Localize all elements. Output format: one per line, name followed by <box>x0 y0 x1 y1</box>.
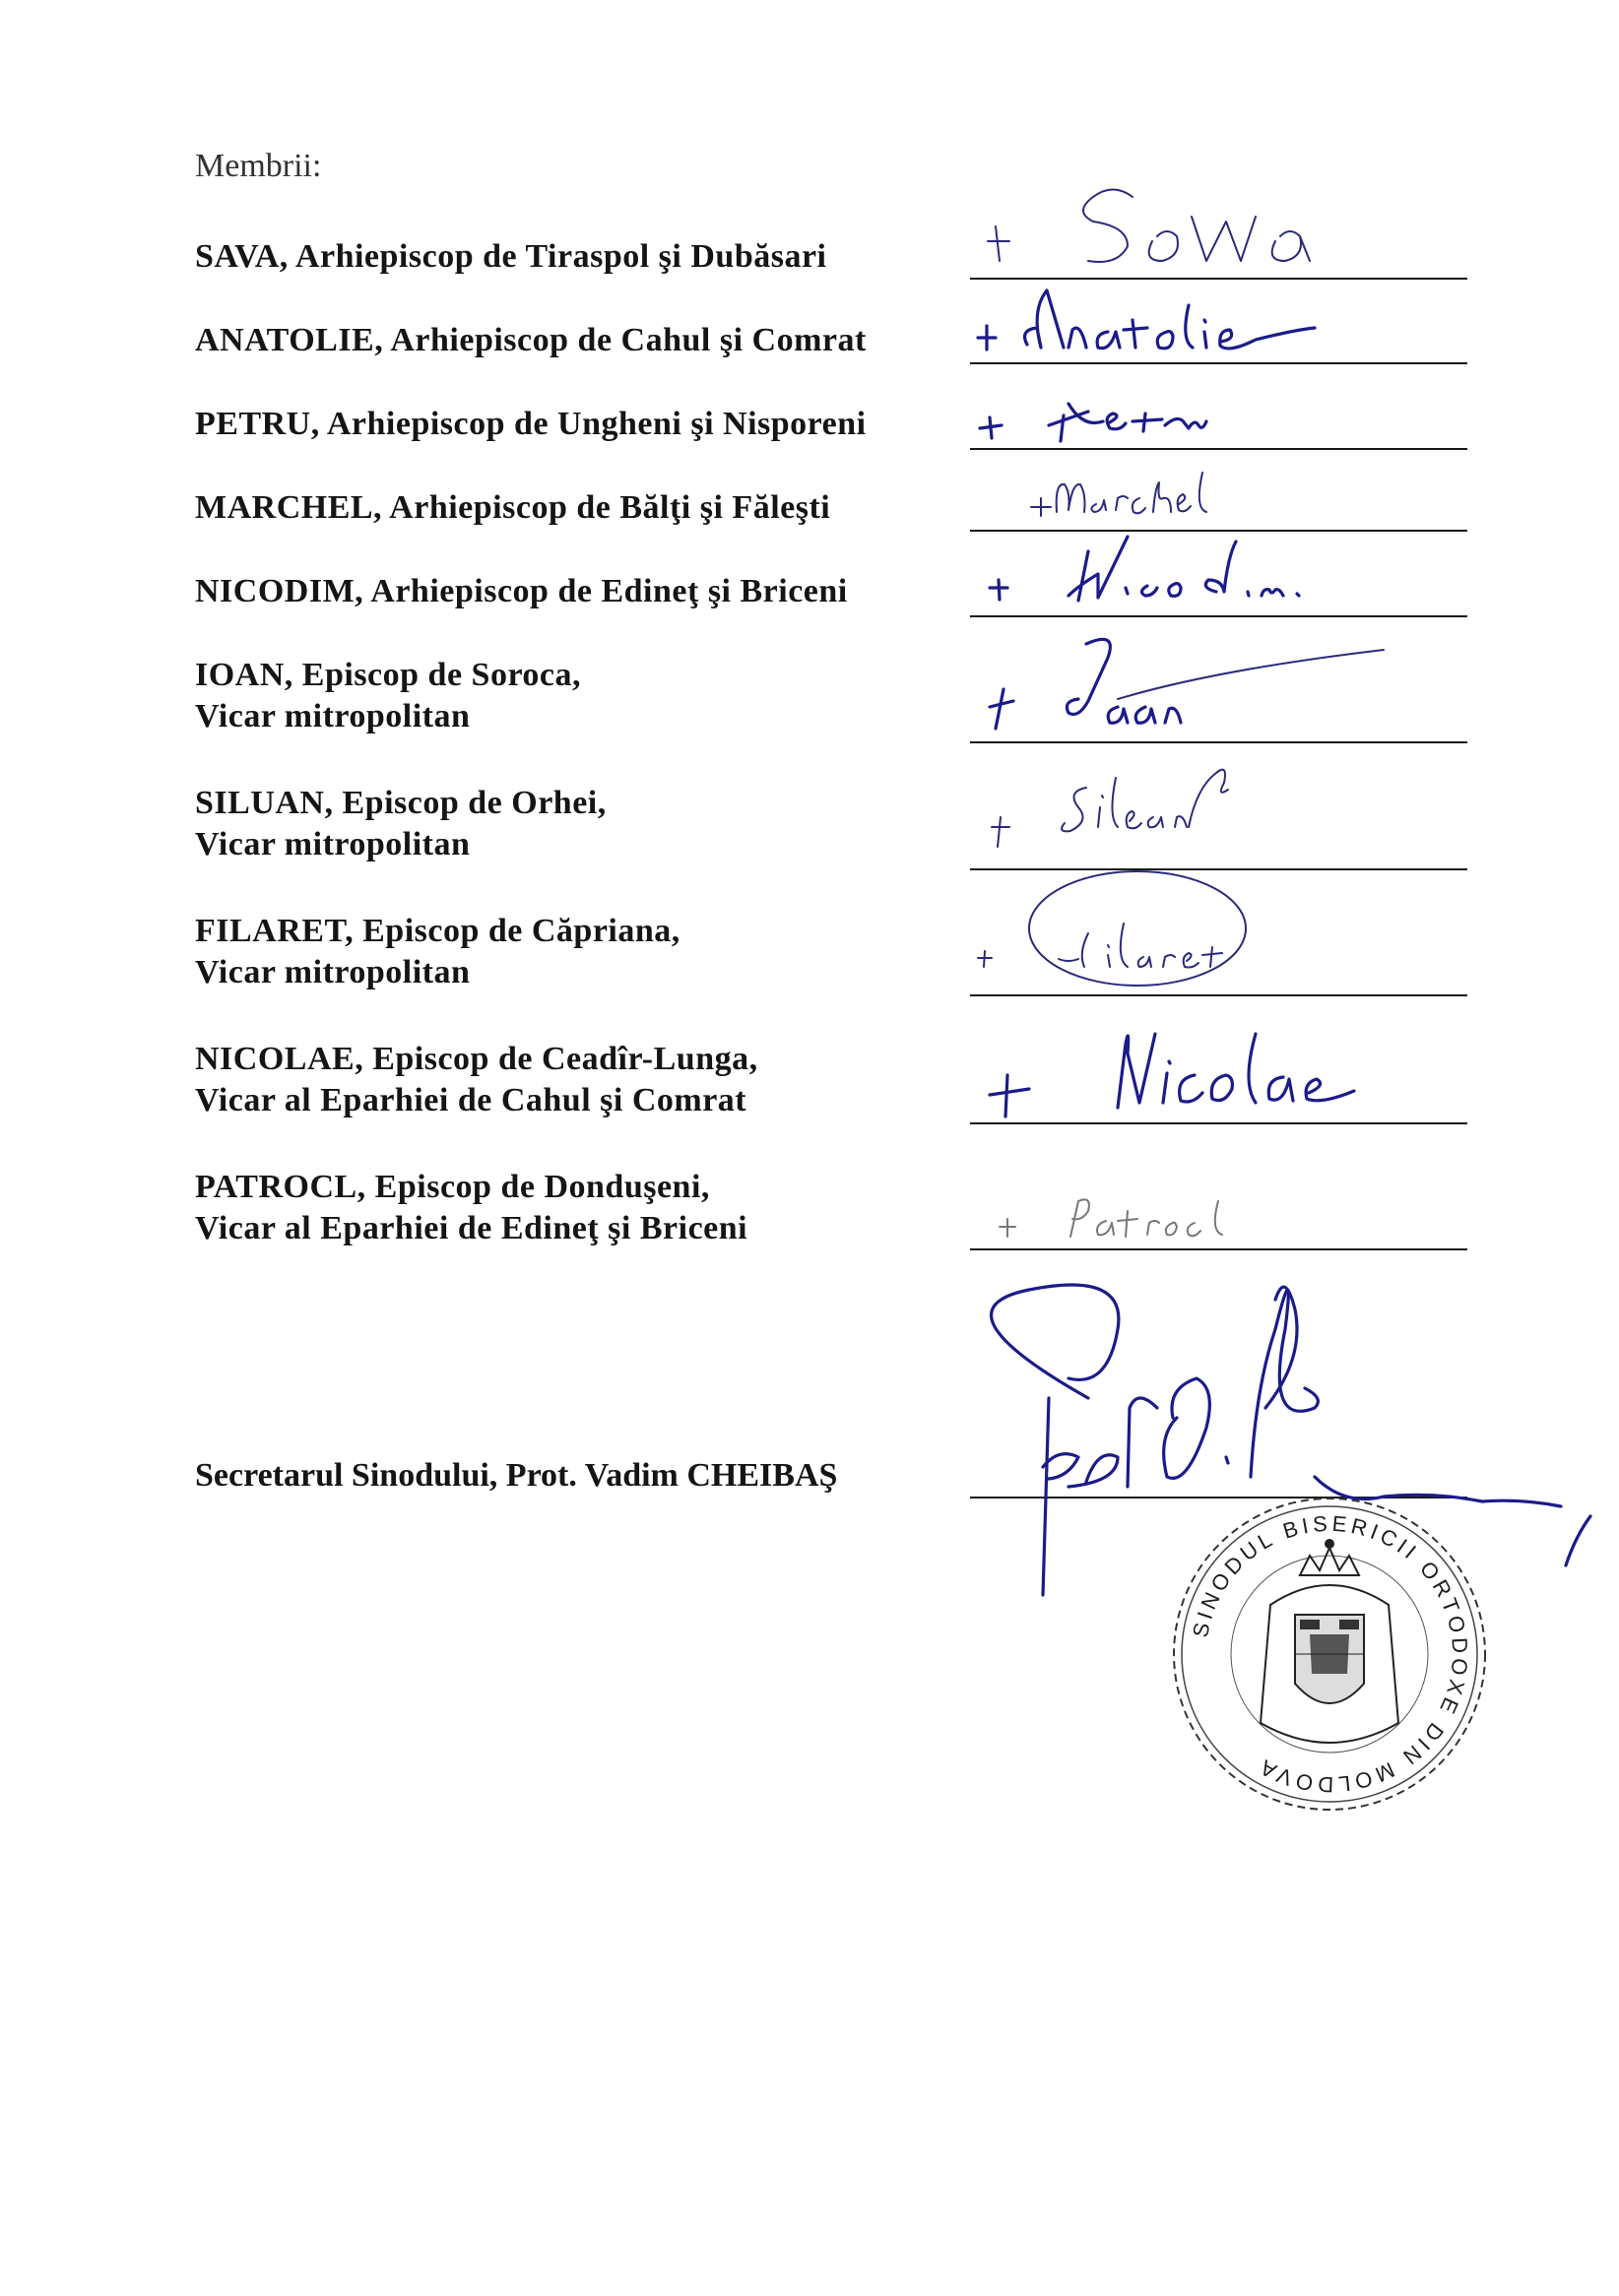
member-title-line: PETRU, Arhiepiscop de Ungheni şi Nisporeni <box>195 406 867 442</box>
members-heading: Membrii: <box>195 148 322 184</box>
signature-filaret <box>970 864 1467 973</box>
member-title-line: NICODIM, Arhiepiscop de Edineţ şi Briceni <box>195 573 848 609</box>
member-name-nicodim <box>195 571 848 612</box>
member-title-line: FILARET, Episcop de Căpriana, <box>195 913 680 949</box>
member-name-siluan <box>195 783 607 865</box>
signature-secretary <box>970 1270 1600 1378</box>
member-title-line: Vicar al Eparhiei de Cahul şi Comrat <box>195 1082 747 1118</box>
member-name-filaret <box>195 911 680 993</box>
member-title-line: ANATOLIE, Arhiepiscop de Cahul şi Comrat <box>195 322 867 358</box>
signature-nicolae <box>970 1014 1467 1122</box>
member-title-line: PATROCL, Episcop de Donduşeni, <box>195 1169 710 1205</box>
member-name-nicolae <box>195 1039 758 1121</box>
signature-patrocl <box>970 1142 1467 1250</box>
member-title-line: NICOLAE, Episcop de Ceadîr-Lunga, <box>195 1041 758 1077</box>
member-title-line: Vicar mitropolitan <box>195 698 471 734</box>
member-name-ioan <box>195 655 581 737</box>
signature-ioan <box>970 630 1467 738</box>
member-name-sava <box>195 236 827 278</box>
member-name-patrocl <box>195 1167 747 1249</box>
member-title-line: IOAN, Episcop de Soroca, <box>195 657 582 693</box>
church-synod-seal <box>1162 1487 1497 1821</box>
member-name-petru <box>195 404 867 445</box>
member-title-line: SILUAN, Episcop de Orhei, <box>195 785 607 821</box>
member-title-line: Vicar mitropolitan <box>195 954 471 990</box>
member-title-line: MARCHEL, Arhiepiscop de Bălţi şi Făleşti <box>195 489 831 526</box>
member-name-marchel <box>195 487 830 529</box>
member-name-anatolie <box>195 320 867 361</box>
signature-nicodim <box>970 497 1467 606</box>
member-title-line: Vicar mitropolitan <box>195 826 471 862</box>
secretary-name: Secretarul Sinodului, Prot. Vadim CHEIBAŞ <box>195 1457 838 1494</box>
member-title-line: SAVA, Arhiepiscop de Tiraspol şi Dubăsari <box>195 238 827 275</box>
signature-siluan <box>970 748 1467 857</box>
seal-inscription: SINODUL BISERICII ORTODOXE DIN MOLDOVA <box>1188 1510 1473 1798</box>
member-title-line: Vicar al Eparhiei de Edineţ şi Briceni <box>195 1210 748 1246</box>
